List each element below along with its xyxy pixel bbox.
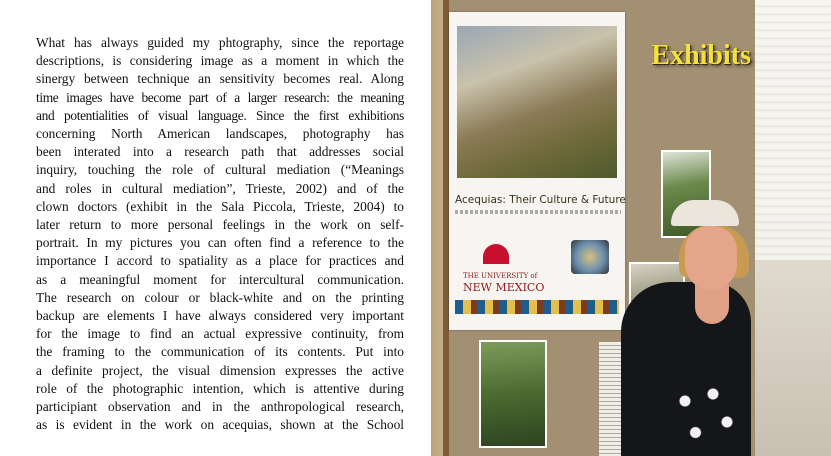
body-line: for the image to find an actual expressive continuity, from — [36, 326, 404, 342]
shirt-flower-pattern — [671, 380, 741, 450]
body-line: The research on colour or black-white and on the printing — [36, 289, 404, 305]
body-line: been interated into a research path that addresses social — [36, 144, 404, 160]
decorative-band — [455, 300, 619, 314]
body-line: portrait. In my pictures you can often find a reference to the — [36, 235, 404, 251]
poster-title: Acequias: Their Culture & Future — [455, 194, 626, 206]
body-line: participiant observation and in the anthropological research, — [36, 399, 404, 415]
body-line: a definite project, the visual dimension expresses the active — [36, 362, 404, 378]
body-line: concerning North American landscapes, photography has — [36, 126, 404, 142]
exhibit-photo — [431, 0, 831, 456]
body-line: role of the photographic intention, which is attentive during — [36, 380, 404, 396]
person-face — [685, 226, 737, 290]
body-line: sinergy between technique an sensitivity becomes real. Along — [36, 71, 404, 87]
body-line: inquiry, touching the role of cultural mediation (“Meanings — [36, 162, 404, 178]
body-line: the framing to the communication of its contents. Put into — [36, 344, 404, 360]
body-line: What has always guided my phtography, since the reportage — [36, 35, 404, 50]
body-line: time images have become part of a larger research: the meaning — [36, 89, 404, 105]
exhibits-heading: Exhibits — [651, 40, 751, 71]
body-line: clown doctors (exhibit in the Sala Piccola, Trieste, 2004) to — [36, 198, 404, 214]
poster-landscape-photo — [457, 26, 617, 178]
body-line: and potentialities of visual language. Since the first exhibitions — [36, 107, 404, 123]
logo-line-2: NEW MEXICO — [463, 281, 545, 294]
institute-seal-icon — [571, 240, 609, 274]
window-blinds — [751, 0, 831, 260]
body-line: importance I accord to spatiality as a place for practices and — [36, 253, 404, 269]
body-line: and roles in cultural mediation”, Trieste, 2002) and of the — [36, 180, 404, 196]
university-logo-icon — [483, 244, 509, 264]
logo-line-1: THE UNIVERSITY of — [463, 272, 538, 280]
body-line: as is evident in the work on acequias, shown at the School — [36, 417, 404, 433]
body-line: descriptions, is considering image as a moment in which the — [36, 53, 404, 69]
small-photo — [479, 340, 547, 448]
person-neck — [695, 284, 729, 324]
poster-subtitle-line — [455, 210, 621, 214]
body-text — [36, 34, 404, 434]
body-line: backup are elements I have always considered very important — [36, 308, 404, 324]
person-cap — [671, 200, 739, 226]
body-line: as a meaningful moment for intercultural communication. — [36, 271, 404, 287]
exhibit-poster — [449, 12, 625, 330]
body-line: later return to more personal feelings in the work on self- — [36, 217, 404, 233]
university-logo-text — [463, 270, 553, 294]
